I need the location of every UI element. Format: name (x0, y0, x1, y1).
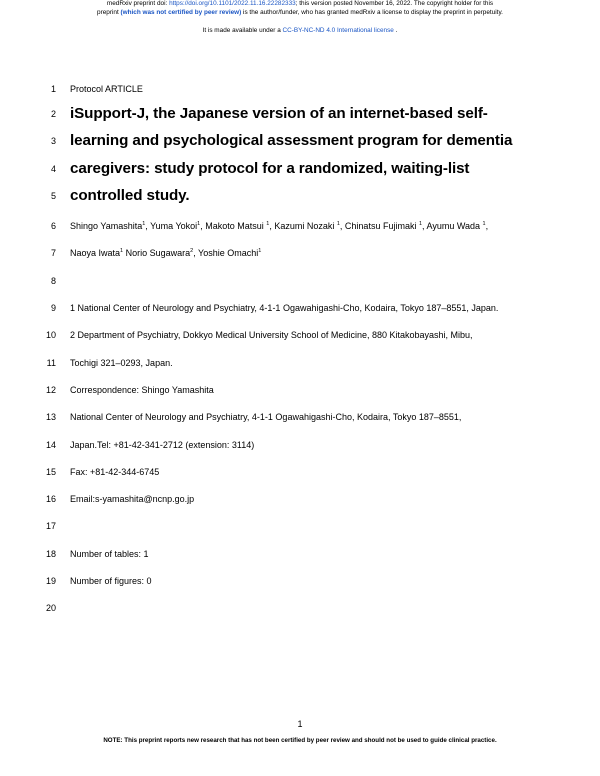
line-text: Number of tables: 1 (70, 549, 149, 559)
author-name: , Yoshie Omachi (193, 248, 259, 258)
header-text: medRxiv preprint doi: (106, 0, 170, 7)
line-text: 2 Department of Psychiatry, Dokkyo Medical University School of Medicine, 880 Kitakobayashi, Mibu, (70, 330, 473, 340)
author-name: , Chinatsu Fujimaki (339, 221, 419, 231)
license-text: . (393, 27, 398, 34)
license-link[interactable]: CC-BY-NC-ND 4.0 International license (282, 27, 394, 34)
author-name: Naoya Iwata (70, 248, 121, 258)
header-line-1 (0, 0, 600, 9)
author-name: , Yuma Yokoi (145, 221, 198, 231)
line-number: 8 (50, 276, 56, 286)
header-text: preprint (97, 8, 121, 16)
line-text: Japan.Tel: +81-42-341-2712 (extension: 3114) (70, 440, 255, 450)
line-text: Email:s-yamashita@ncnp.go.jp (70, 494, 195, 504)
line-text: National Center of Neurology and Psychiatry, 4-1-1 Ogawahigashi-Cho, Kodaira, Tokyo 187–8551, (70, 412, 462, 422)
paper-title-line: controlled study. (70, 187, 190, 204)
header-line-2 (0, 9, 600, 18)
affiliation-marker: 1 (482, 221, 486, 227)
line-number: 18 (45, 549, 56, 559)
author-name: , Kazumi Nozaki (269, 221, 337, 231)
affiliation-marker: 1 (258, 248, 262, 254)
license-text: It is made available under a (202, 27, 283, 34)
author-list (70, 248, 261, 258)
line-number: 4 (50, 164, 56, 174)
line-number: 16 (45, 494, 56, 504)
author-name: , Ayumu Wada (422, 221, 483, 231)
author-name: Norio Sugawara (123, 248, 191, 258)
author-name: , (485, 221, 489, 231)
line-number: 13 (45, 412, 56, 422)
author-list (70, 221, 488, 231)
affiliation-marker: 1 (336, 221, 340, 227)
line-number: 20 (45, 603, 56, 613)
line-number: 10 (45, 330, 56, 340)
paper-title-line: caregivers: study protocol for a randomized, waiting-list (70, 160, 470, 177)
line-number: 9 (50, 303, 56, 313)
affiliation-marker: 1 (418, 221, 423, 227)
affiliation-marker: 2 (190, 248, 194, 254)
affiliation-marker: 1 (266, 221, 270, 227)
affiliation-marker: 1 (142, 221, 146, 227)
line-number: 19 (45, 576, 56, 586)
line-text: Correspondence: Shingo Yamashita (70, 385, 214, 395)
line-number: 3 (50, 136, 56, 146)
affiliation-marker: 1 (120, 248, 124, 254)
line-text: Tochigi 321–0293, Japan. (70, 358, 173, 368)
author-name: Shingo Yamashita (70, 221, 143, 231)
doi-link[interactable]: https://doi.org/10.1101/2022.11.16.22282333 (169, 0, 296, 7)
header-text: ; this version posted November 16, 2022. The copyright holder for this (295, 0, 494, 7)
affiliation-marker: 1 (197, 221, 201, 227)
line-number: 5 (50, 191, 56, 201)
header-text: is the author/funder, who has granted medRxiv a license to display the preprint in perpetuity. (241, 8, 503, 16)
paper-title-line: learning and psychological assessment program for dementia (70, 132, 513, 149)
license-line (0, 27, 600, 34)
line-number: 6 (50, 221, 56, 231)
preprint-footnote: NOTE: This preprint reports new research that has not been certified by peer review and should not be used to guide clinical practice. (103, 737, 497, 744)
line-number: 7 (50, 248, 56, 258)
preprint-header (0, 0, 600, 17)
line-number: 11 (46, 358, 56, 368)
page-number: 1 (297, 719, 303, 729)
line-number: 2 (50, 109, 56, 119)
author-name: , Makoto Matsui (200, 221, 267, 231)
line-number: 17 (45, 521, 56, 531)
line-number: 12 (45, 385, 56, 395)
paper-title-line: iSupport-J, the Japanese version of an internet-based self- (70, 105, 488, 122)
line-text: 1 National Center of Neurology and Psychiatry, 4-1-1 Ogawahigashi-Cho, Kodaira, Tokyo 187–8551, Japan. (70, 303, 499, 313)
peer-review-notice: (which was not certified by peer review) (120, 8, 242, 16)
line-number: 14 (45, 440, 56, 450)
line-text: Fax: +81-42-344-6745 (70, 467, 160, 477)
line-number: 15 (45, 467, 56, 477)
line-text: Number of figures: 0 (70, 576, 152, 586)
line-text: Protocol ARTICLE (70, 84, 143, 94)
line-number: 1 (50, 84, 56, 94)
